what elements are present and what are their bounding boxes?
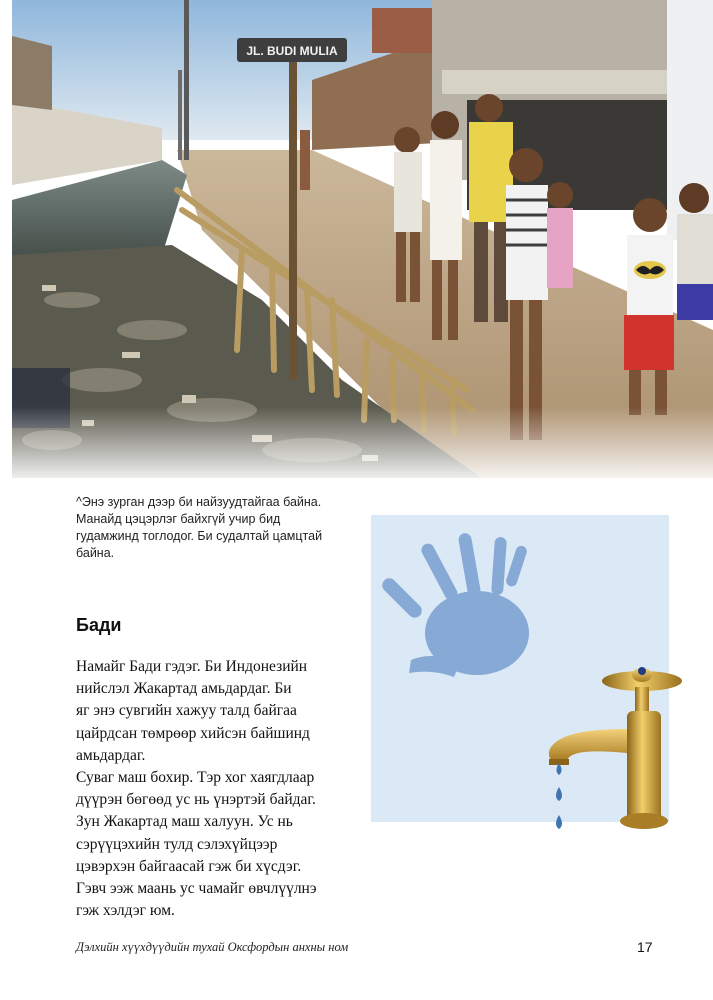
body-line: Гэвч ээж маань ус чамайг өвчлүүлнэ xyxy=(76,880,317,898)
body-line: нийслэл Жакартад амьдардаг. Би xyxy=(76,680,292,698)
body-line: Намайг Бади гэдэг. Би Индонезийн xyxy=(76,658,308,675)
illustration xyxy=(371,515,713,845)
handprint-icon xyxy=(379,532,529,677)
street-canal-photo xyxy=(12,0,713,478)
faucet-icon xyxy=(549,667,682,829)
photo-caption: ^Энэ зурган дээр би найзуудтайгаа байна. Манайд цэцэрлэг байхгүй учир бид гудамжинд тоглодог. Би судалтай цамцтай байна. xyxy=(76,495,323,560)
body-line: яг энэ сувгийн хажуу талд байгаа xyxy=(76,702,297,720)
body-line: гэж хэлдэг юм. xyxy=(76,902,175,920)
body-line: Суваг маш бохир. Тэр хог хаягдлаар xyxy=(76,769,315,787)
section-heading: Бади xyxy=(76,615,122,635)
book-title: Дэлхийн хүүхдүүдийн тухай Оксфордын анхны ном xyxy=(76,940,349,954)
page-number: 17 xyxy=(637,939,653,955)
body-line: цайрдсан төмрөөр хийсэн байшинд xyxy=(76,724,310,742)
body-line: цэвэрхэн байгаасай гэж би хүсдэг. xyxy=(76,857,302,875)
body-text xyxy=(76,656,376,922)
body-line: дүүрэн бөгөөд ус нь үнэртэй байдаг. xyxy=(76,791,316,809)
body-line: сэрүүцэхийн тулд сэлэхүйцээр xyxy=(76,835,278,853)
water-drops xyxy=(556,763,562,829)
body-line: Зун Жакартад маш халуун. Ус нь xyxy=(76,813,293,831)
body-line: амьдардаг. xyxy=(76,746,146,764)
